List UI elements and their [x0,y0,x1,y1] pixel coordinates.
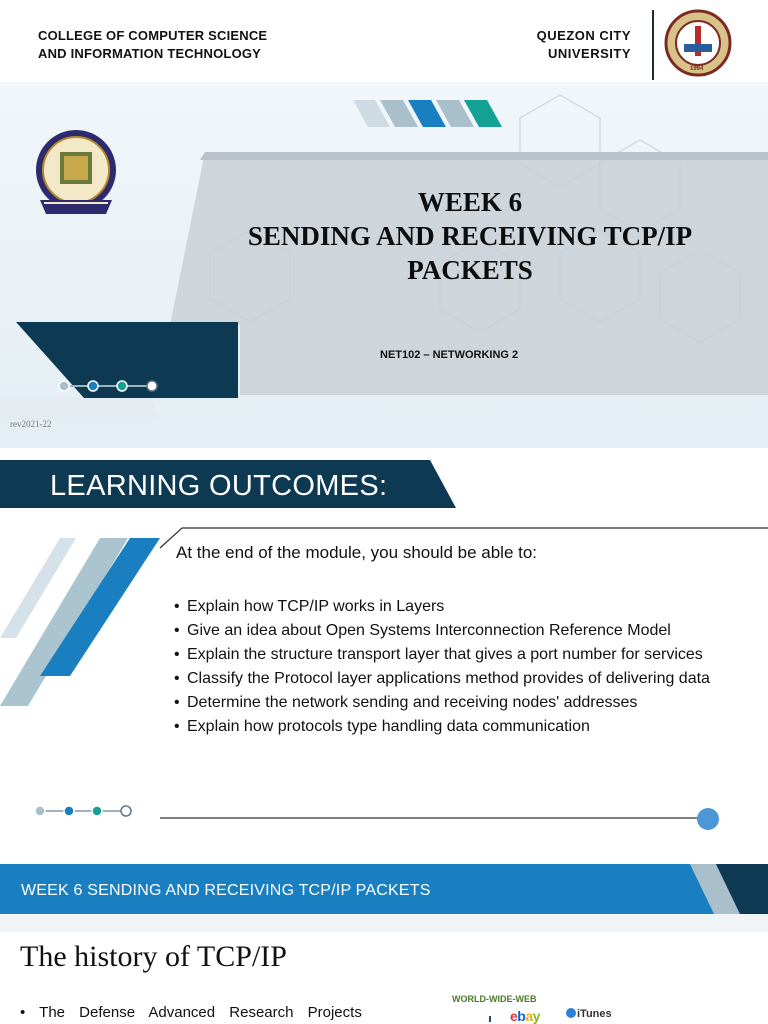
ccsit-seal-icon [36,130,116,214]
learning-outcomes-heading: LEARNING OUTCOMES: [50,470,388,502]
dot [59,381,69,391]
slide-title-line1: WEEK 6 [417,187,523,217]
history-title: The history of TCP/IP [20,940,287,973]
frame-dot [697,808,719,830]
college-name-line1: COLLEGE OF COMPUTER SCIENCE [38,28,268,43]
ebay-logo [510,1008,540,1024]
dot [88,381,98,391]
week-banner-text: WEEK 6 SENDING AND RECEIVING TCP/IP PACKETS [21,882,431,899]
slide-title-line3: PACKETS [407,255,533,285]
itunes-logo [566,1008,612,1020]
history-slide [0,844,768,1024]
list-item: • Explain how TCP/IP works in Layers [174,596,764,617]
history-slide-decoration [0,844,768,1024]
university-name-line2: UNIVERSITY [547,46,631,61]
header-divider [652,10,654,80]
university-name-line1: QUEZON CITY [536,28,631,43]
revision-label: rev2021-22 [10,419,52,429]
itunes-logo-text: iTunes [577,1008,612,1020]
list-item: • Determine the network sending and receiving nodes' addresses [174,692,764,713]
list-item: • Explain how protocols type handling data communication [174,716,764,737]
history-bullet-text: The Defense Advanced Research Projects [39,1004,362,1021]
slide-title-line2: SENDING AND RECEIVING TCP/IP [247,221,693,251]
list-item: • Classify the Protocol layer applications method provides of delivering data [174,668,764,689]
course-code: NET102 – NETWORKING 2 [380,349,519,361]
dot [35,806,45,816]
university-name [537,27,631,63]
itunes-icon [566,1008,576,1018]
dot [117,381,127,391]
learning-outcomes-slide [0,448,768,844]
dot [147,381,157,391]
slide-title [190,185,750,287]
college-name-line2: AND INFORMATION TECHNOLOGY [38,46,262,61]
dot [92,806,102,816]
dot [121,806,131,816]
dot [64,806,74,816]
history-bullet [20,1004,370,1021]
list-item: • Give an idea about Open Systems Interconnection Reference Model [174,620,764,641]
qcu-seal-year: 1994 [690,66,704,72]
ebay-logo-text: ebay [510,1008,540,1024]
title-slide [0,0,768,448]
list-item: • Explain the structure transport layer that gives a port number for services [174,644,764,665]
learning-outcomes-list [174,596,764,740]
bullet-icon: • [20,1004,40,1021]
learning-outcomes-intro: At the end of the module, you should be able to: [176,543,538,562]
www-logo: WORLD-WIDE-WEB [452,994,537,1004]
college-name [38,27,267,63]
